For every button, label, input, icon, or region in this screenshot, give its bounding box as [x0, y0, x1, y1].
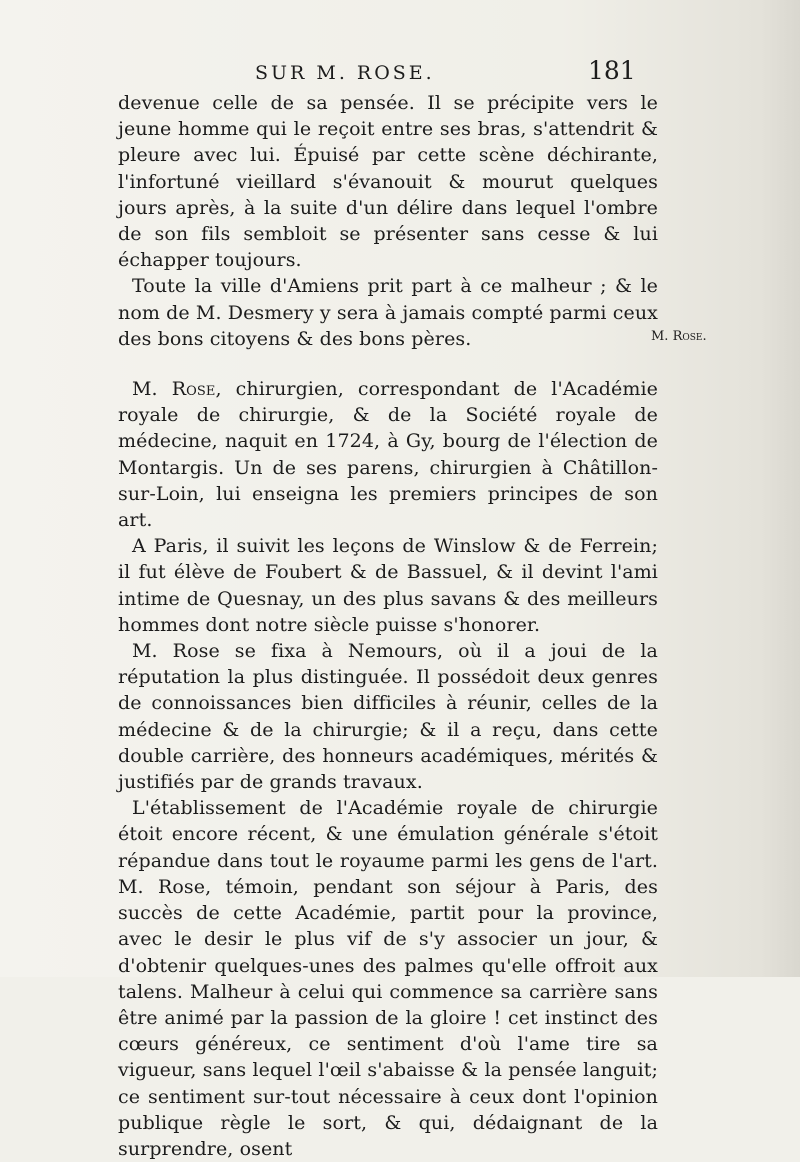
paragraph-2: Toute la ville d'Amiens prit part à ce malheur ; & le nom de M. Desmery y sera à jamais compté parmi ceux des bons citoyens & des bons pères. — [118, 275, 658, 350]
paragraph-6: L'établissement de l'Académie royale de chirurgie étoit encore récent, & une émulation générale s'étoit répandue dans tout le royaume parmi les gens de l'art. M. Rose, témoin, pendant son séjour à Paris, des succès de cette Académie, partit pour la province, avec le desir le plus vif de s'y associer un jour, & d'obtenir quelques-unes des palmes qu'elle offroit aux talens. Malheur à celui qui commence sa carrière sans être animé par la passion de la gloire ! cet instinct des cœurs généreux, ce sentiment d'où l'ame tire sa vigueur, sans lequel l'œil s'abaisse & la pensée languit; ce sentiment sur-tout nécessaire à ceux dont l'opinion publique règle le sort, & qui, dédaignant de la surprendre, osent — [118, 797, 658, 1160]
paragraph-3-text: , chirurgien, correspondant de l'Académie royale de chirurgie, & de la Société royale de médecine, naquit en 1724, à Gy, bourg de l'élection de Montargis. Un de ses parens, chirurgien à Châtillon-sur-Loin, lui enseigna les premiers principes de son art. — [118, 378, 659, 532]
running-head: SUR M. ROSE. — [255, 62, 435, 84]
page-header — [0, 56, 800, 90]
paragraph-3 — [118, 376, 658, 533]
paragraph-4: A Paris, il suivit les leçons de Winslow & de Ferrein; il fut élève de Foubert & de Bassuel, & il devint l'ami intime de Quesnay, un des plus savans & des meilleurs hommes dont notre siècle puisse s'honorer. — [118, 535, 658, 636]
section-gap — [118, 352, 658, 376]
page-number: 181 — [588, 56, 636, 85]
entry-name: M. Rose — [132, 378, 216, 401]
body-text — [118, 90, 658, 1162]
margin-note: M. Rose. — [651, 329, 707, 344]
paragraph-1: devenue celle de sa pensée. Il se précipite vers le jeune homme qui le reçoit entre ses bras, s'attendrit & pleure avec lui. Épuisé par cette scène déchirante, l'infortuné vieillard s'évanouit & mourut quelques jours après, à la suite d'un délire dans lequel l'ombre de son fils sembloit se présenter sans cesse & lui échapper toujours. — [118, 92, 658, 272]
paragraph-5: M. Rose se fixa à Nemours, où il a joui de la réputation la plus distinguée. Il possédoit deux genres de connoissances bien difficiles à réunir, celles de la médecine & de la chirurgie; & il a reçu, dans cette double carrière, des honneurs académiques, mérités & justifiés par de grands travaux. — [118, 640, 658, 794]
